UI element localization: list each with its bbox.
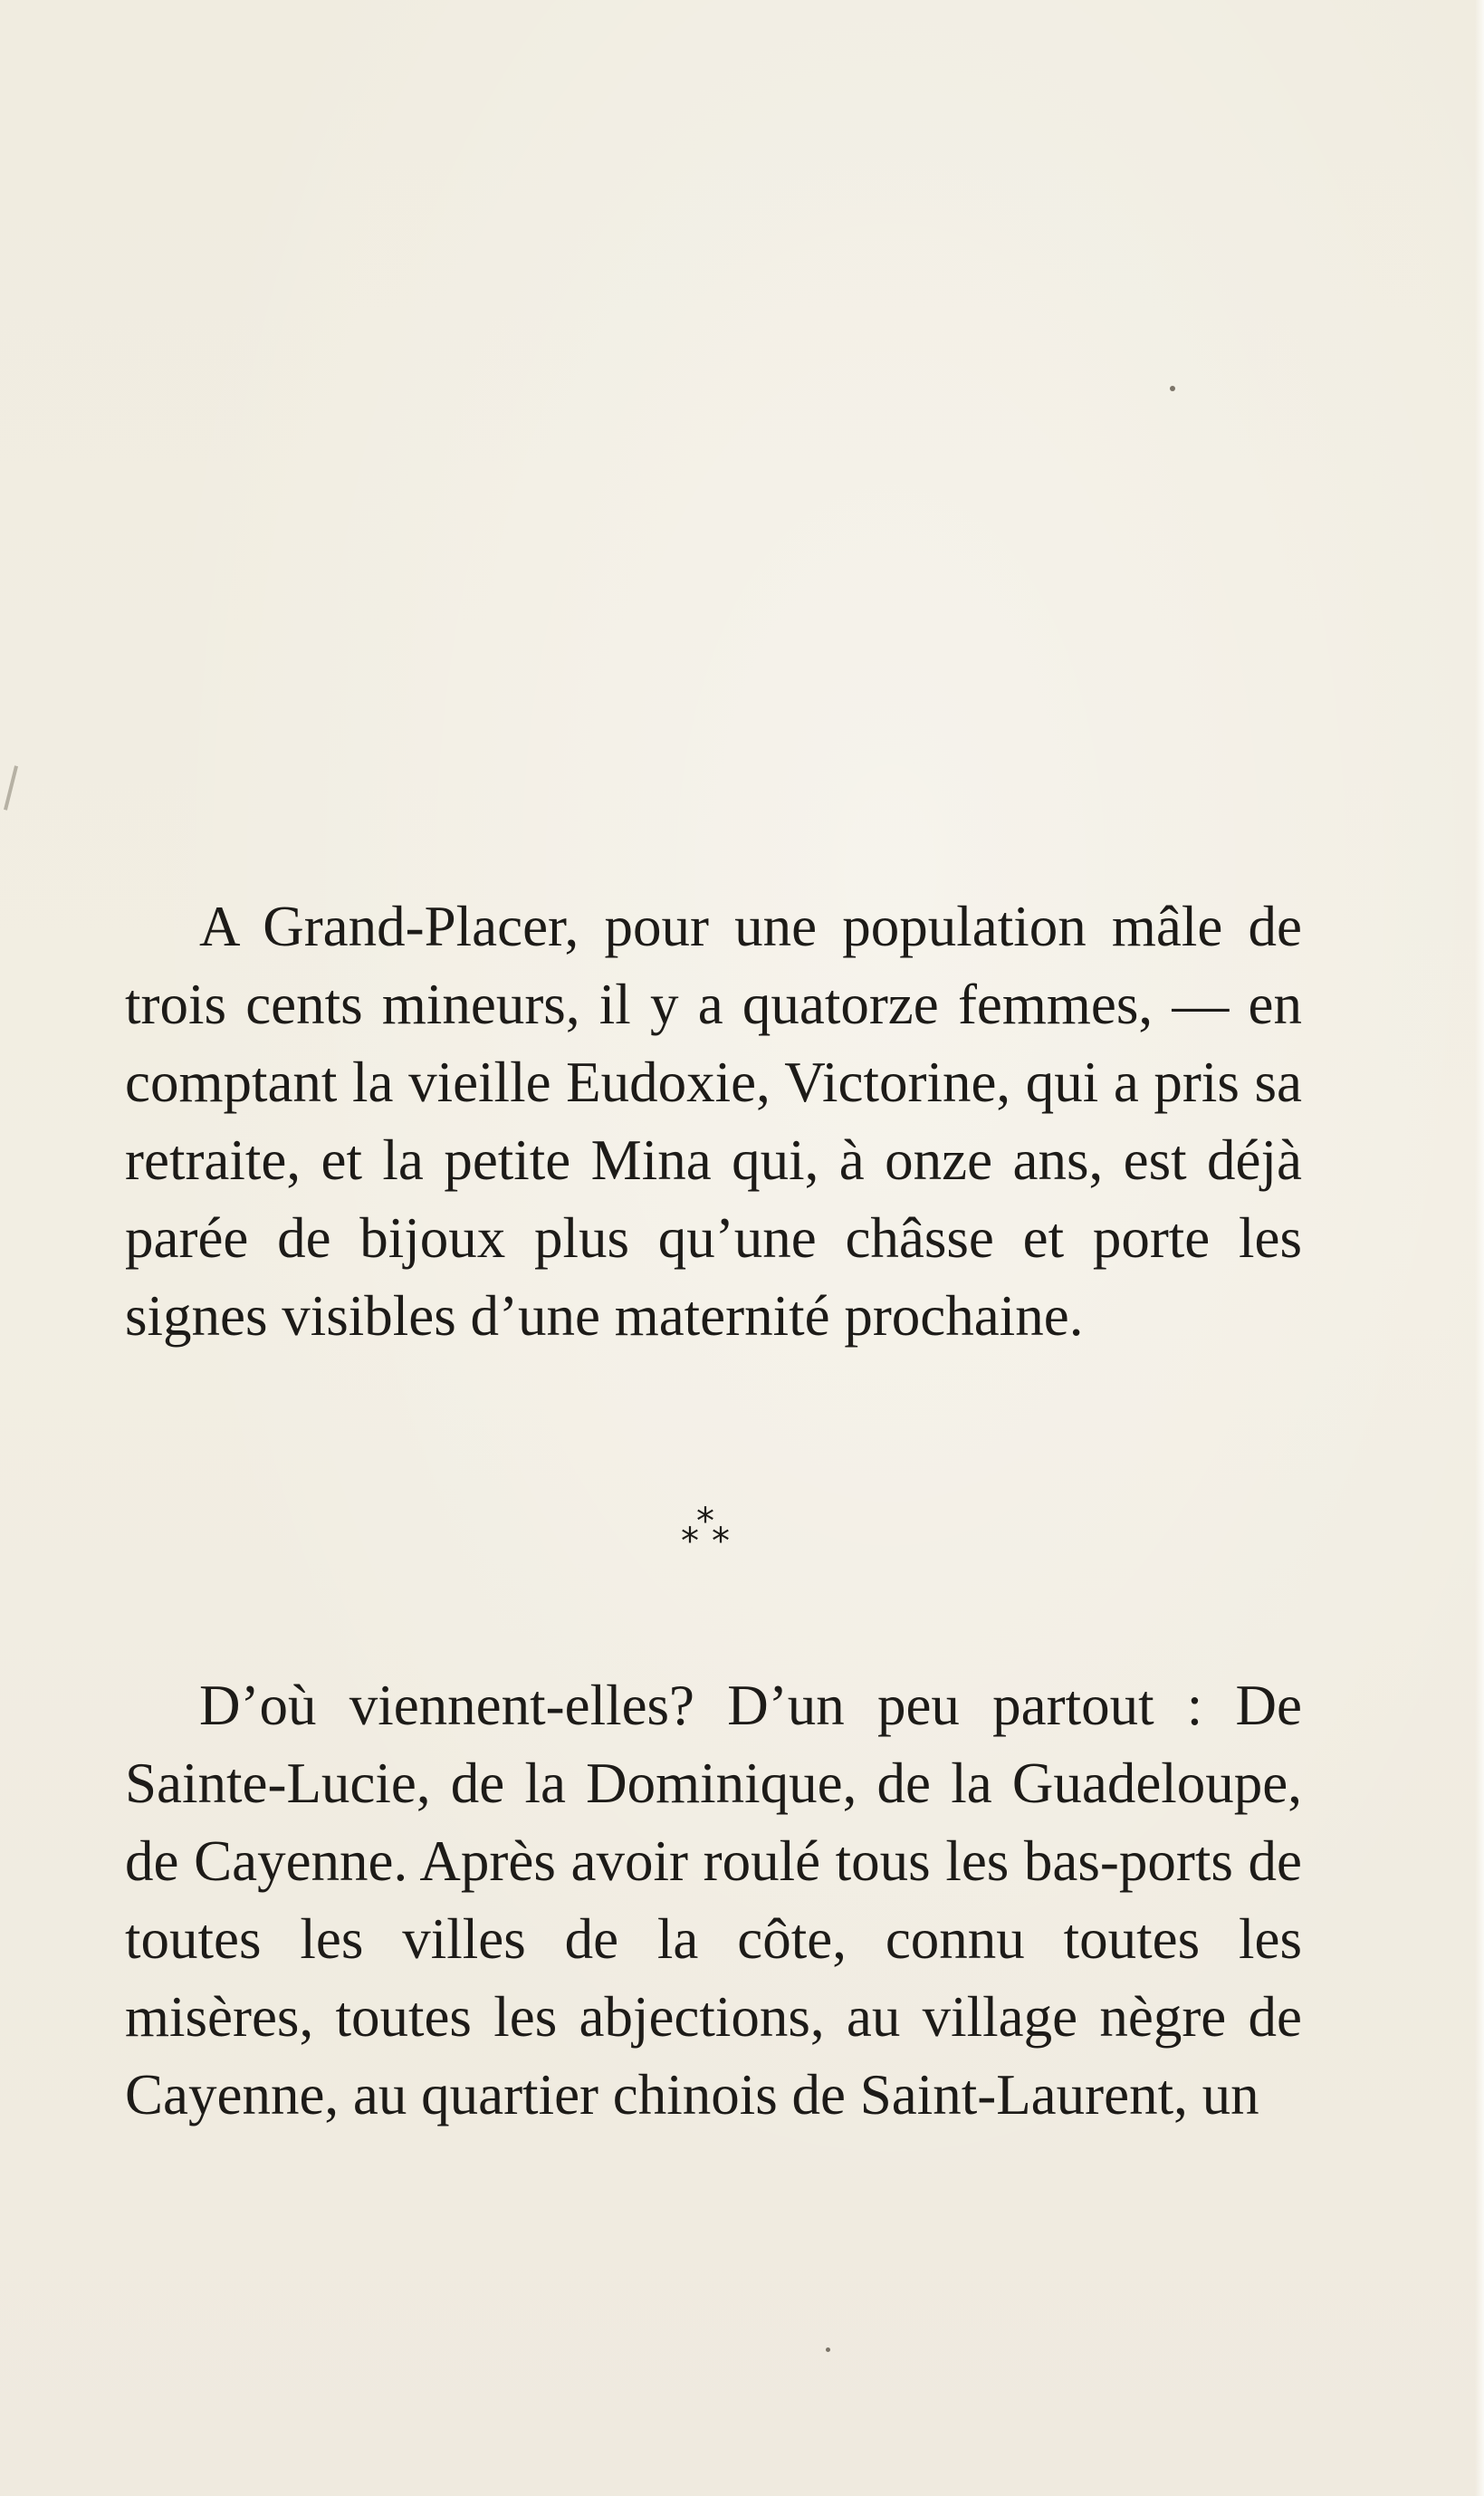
page-edge [1475,0,1484,2496]
margin-pencil-mark [4,765,18,810]
asterism-separator [681,1501,744,1562]
asterism-star-right: * [712,1521,730,1562]
paper-speck [1170,386,1175,391]
asterism-star-top: * [696,1501,714,1542]
asterism-star-left: * [681,1521,699,1562]
paragraph-1: A Grand-Placer, pour une population mâle de trois cents mineurs, il y a quatorze femmes, — en comptant la vieille Eudoxie, Victorine, qui a pris sa retraite, et la petite Mina qui, à onze ans, est déjà parée de bijoux plus qu’une châsse et porte les signes visibles d’une maternité prochaine. [125,895,1302,1348]
paragraph-2-block [125,1666,1302,2134]
paragraph-1-block [125,888,1302,1355]
paper-speck [826,2347,830,2352]
paragraph-2: D’où viennent-elles? D’un peu partout : De Sainte-Lucie, de la Dominique, de la Guadeloupe, de Cayenne. Après avoir roulé tous les bas-ports de toutes les villes de la côte, connu toutes les misères, toutes les abjections, au village nègre de Cayenne, au quartier chinois de Saint-Laurent, un [125,1674,1302,2126]
